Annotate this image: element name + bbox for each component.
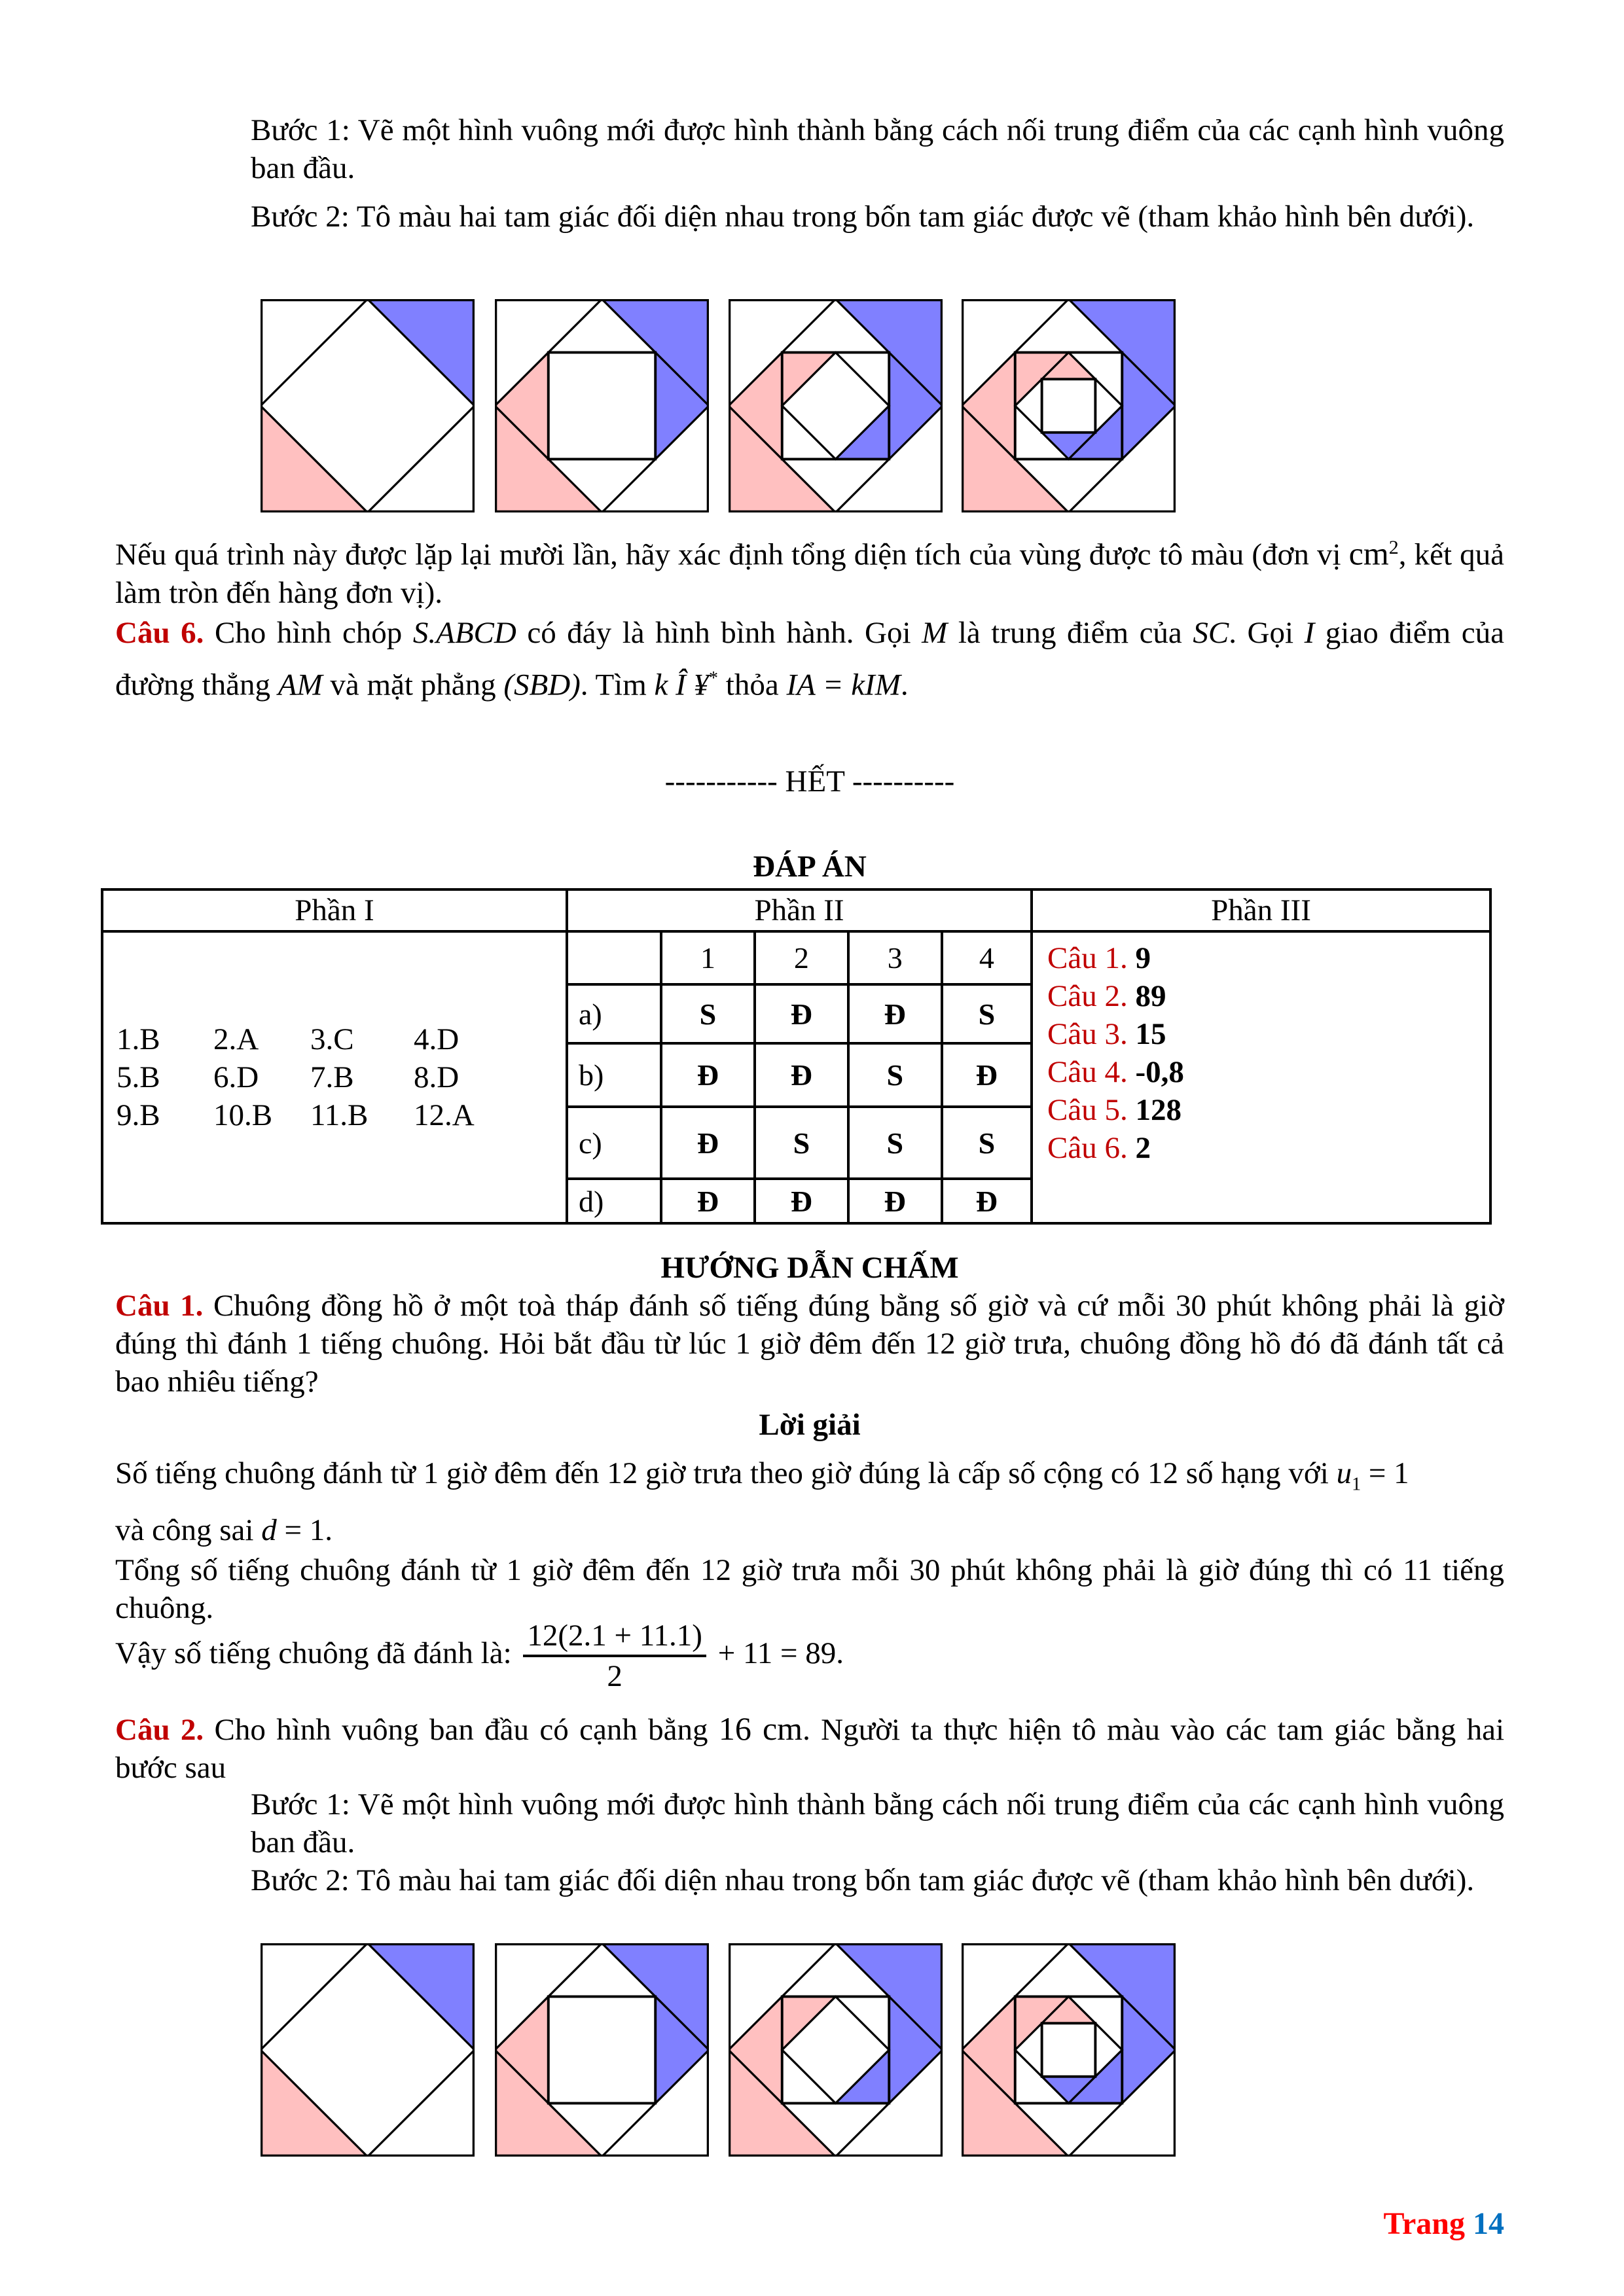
fraction: $\frac{12(2.1 + 11.1)}{2}$ <box>523 1617 706 1695</box>
guide-question-1-label: Câu 1. <box>115 1289 204 1323</box>
step1-text: Bước 1: Vẽ một hình vuông mới được hình thành bằng cách nối trung điểm của các cạnh hình vuông ban đầu. <box>251 113 1504 185</box>
part-1-answers: 1.B 2.A 3.C 4.D 5.B 6.D 7.B 8.D 9.B 10.B 11.B 12.A <box>102 931 567 1223</box>
guide-step2: Bước 2: Tô màu hai tam giác đối diện nhau trong bốn tam giác được vẽ (tham khảo hình bên dưới). <box>251 1863 1475 1897</box>
solution-line-1: Số tiếng chuông đánh từ 1 giờ đêm đến 12 giờ trưa theo giờ đúng là cấp số cộng có 12 số hạng với $u_1 = 1$ và công sai d = 1. <box>115 1456 1409 1548</box>
page-number: 14 <box>1473 2206 1504 2241</box>
header-part-2: Phần II <box>567 889 1032 931</box>
part-3-item: Câu 6. 2 <box>1047 1131 1151 1165</box>
table-row: c) Đ S S S <box>568 1107 1030 1179</box>
part-3-item: Câu 3. 15 <box>1047 1017 1166 1051</box>
part-2-answers <box>567 931 1032 1223</box>
page-footer <box>1384 2206 1504 2242</box>
part-2-grid: 1 2 3 4 a) S Đ Đ S b) Đ Đ S Đ c) Đ S S S d) Đ Đ Đ Đ <box>568 933 1030 1222</box>
guide-question-2: Câu 2. Cho hình vuông ban đầu có cạnh bằng 16 cm. Người ta thực hiện tô màu vào các tam giác bằng hai bước sau <box>115 1710 1505 1785</box>
figure-iteration-3 <box>729 299 943 512</box>
answer-title: ĐÁP ÁN <box>753 850 867 884</box>
guide-question-1: Câu 1. Chuông đồng hồ ở một toà tháp đánh số tiếng đúng bằng số giờ và cứ mỗi 30 phút không phải là giờ đúng thì đánh 1 tiếng chuông. Hỏi bắt đầu từ lúc 1 giờ đêm đến 12 giờ trưa, chuông đồng hồ đó đã đánh tất cả bao nhiêu tiếng? <box>115 1289 1504 1399</box>
part-3-item: Câu 1. 9 <box>1047 941 1151 975</box>
solution-line-4: Vậy số tiếng chuông đã đánh là: $\frac{12(2.1 + 11.1)}{2}$ + 11 = 89. <box>115 1617 1504 1695</box>
table-row: a) S Đ Đ S <box>568 984 1030 1043</box>
question-6: Câu 6. Cho hình chóp S.ABCD có đáy là hình bình hành. Gọi M là trung điểm của SC. Gọi I giao điểm của đường thẳng AM và mặt phẳng (SBD). Tìm k Î ¥* thỏa IA = kIM. <box>115 616 1505 702</box>
figure-iteration-4 <box>962 299 1176 512</box>
part-3-answers <box>1032 931 1490 1223</box>
table-row: d) Đ Đ Đ Đ <box>568 1179 1030 1222</box>
step2-text: Bước 2: Tô màu hai tam giác đối diện nhau trong bốn tam giác được vẽ (tham khảo hình bên dưới). <box>251 200 1475 234</box>
part-3-item: Câu 4. -0,8 <box>1047 1055 1184 1089</box>
solution-title: Lời giải <box>759 1408 861 1442</box>
guide-question-2-label: Câu 2. <box>115 1713 204 1747</box>
header-part-3: Phần III <box>1032 889 1490 931</box>
header-part-1: Phần I <box>102 889 567 931</box>
figure-iteration-4 <box>962 1943 1176 2157</box>
figure-iteration-1 <box>261 299 475 512</box>
solution-line-3: Tổng số tiếng chuông đánh từ 1 giờ đêm đến 12 giờ trưa mỗi 30 phút không phải là giờ đúng thì có 11 tiếng chuông. <box>115 1553 1504 1625</box>
part-3-item: Câu 5. 128 <box>1047 1093 1182 1127</box>
page-label: Trang <box>1383 2206 1465 2241</box>
question-5-tail: Nếu quá trình này được lặp lại mười lần, hãy xác định tổng diện tích của vùng được tô màu (đơn vị $cm^2$, kết quả làm tròn đến hàng đơn vị). <box>115 535 1505 610</box>
figure-iteration-2 <box>495 1943 709 2157</box>
question-6-label: Câu 6. <box>115 616 204 650</box>
figure-iteration-2 <box>495 299 709 512</box>
end-marker: ----------- HẾT ---------- <box>664 764 955 798</box>
table-row: b) Đ Đ S Đ <box>568 1043 1030 1107</box>
part-3-item: Câu 2. 89 <box>1047 979 1166 1013</box>
guide-title: HƯỚNG DẪN CHẤM <box>660 1251 959 1285</box>
figure-iteration-1 <box>261 1943 475 2157</box>
figure-iteration-3 <box>729 1943 943 2157</box>
guide-step1: Bước 1: Vẽ một hình vuông mới được hình thành bằng cách nối trung điểm của các cạnh hình vuông ban đầu. <box>251 1787 1504 1859</box>
answer-table <box>101 888 1492 1225</box>
